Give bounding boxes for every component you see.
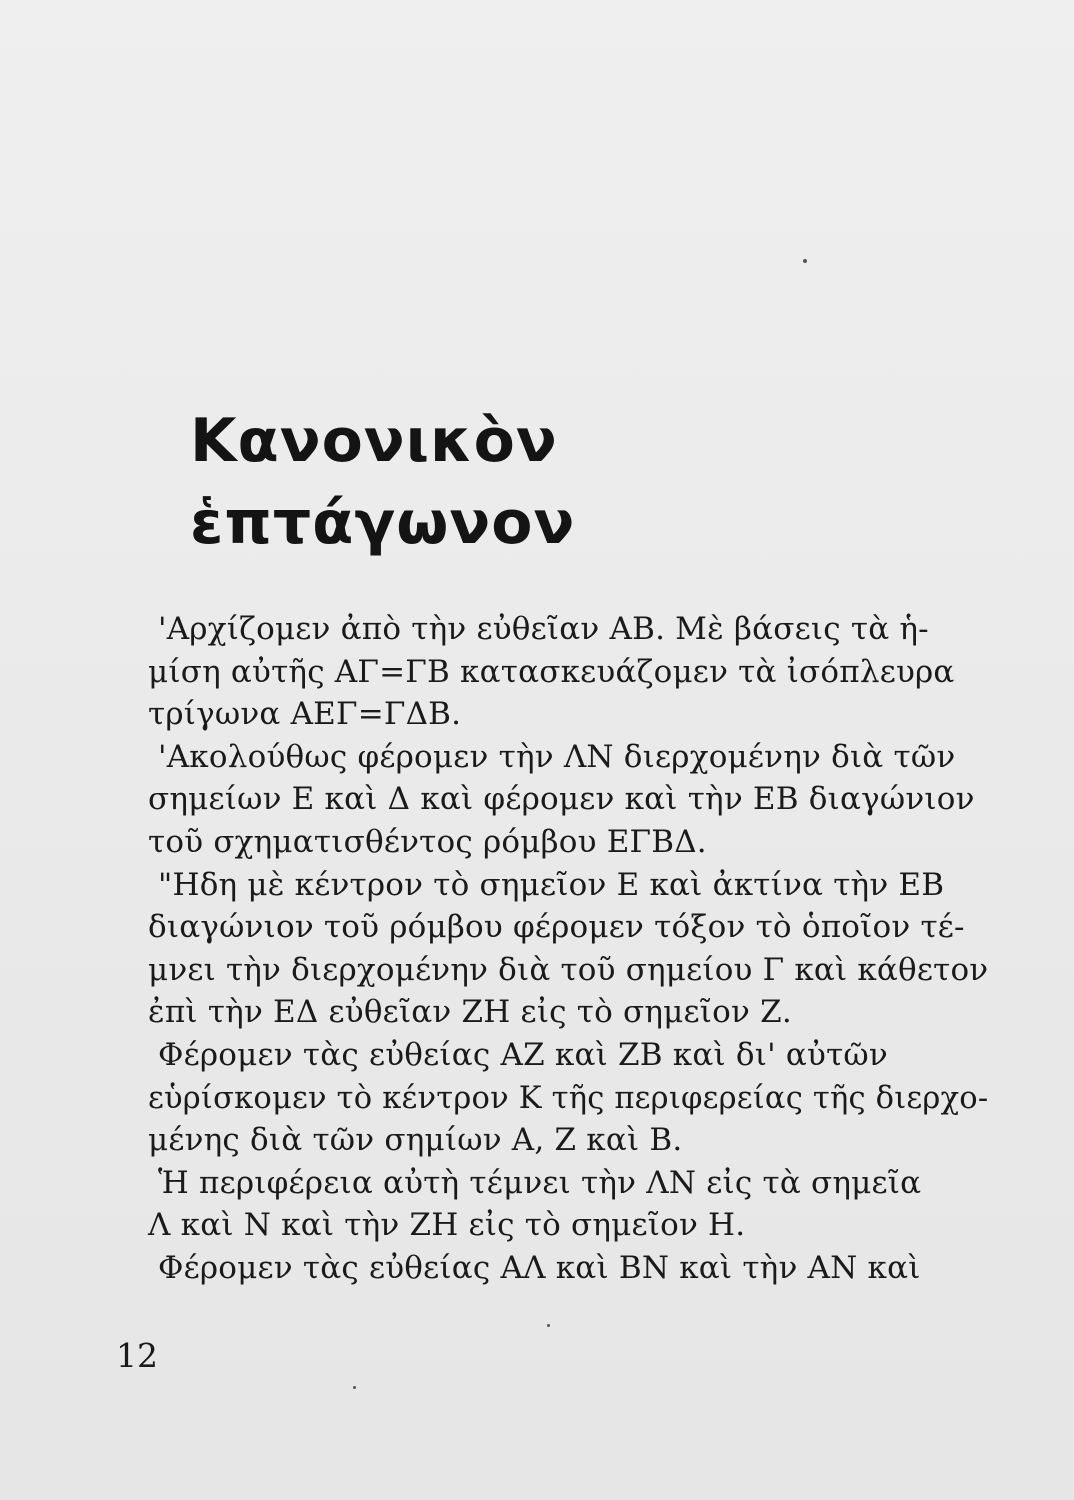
text-line: τοῦ σχηματισθέντος ρόμβου ΕΓΒΔ. — [148, 823, 707, 860]
text-line: μίση αὐτῆς ΑΓ=ΓΒ κατασκευάζομεν τὰ ἰσόπλευρα — [148, 653, 955, 690]
dust-speck — [353, 1386, 356, 1389]
text-line: 'Αρχίζομεν ἀπὸ τὴν εὐθεῖαν ΑΒ. Μὲ βάσεις τὰ ἡ- — [158, 611, 929, 647]
text-line: Φέρομεν τὰς εὐθείας ΑΛ καὶ ΒΝ καὶ τὴν ΑΝ καὶ — [158, 1249, 921, 1286]
text-line: εὑρίσκομεν τὸ κέντρον Κ τῆς περιφερείας τῆς διερχο- — [148, 1079, 989, 1116]
chapter-heading — [190, 400, 610, 564]
text-line: τρίγωνα ΑΕΓ=ΓΔΒ. — [148, 696, 462, 733]
text-line: ἐπὶ τὴν ΕΔ εὐθεῖαν ΖΗ εἰς τὸ σημεῖον Ζ. — [148, 994, 792, 1031]
heading-line-1: Κανονικὸν — [190, 406, 558, 476]
text-line: μένης διὰ τῶν σημίων Α, Ζ καὶ Β. — [148, 1122, 683, 1159]
dust-speck — [803, 259, 807, 263]
text-line: "Ηδη μὲ κέντρον τὸ σημεῖον Ε καὶ ἀκτίνα τὴν ΕΒ — [158, 866, 945, 903]
text-line: διαγώνιον τοῦ ρόμβου φέρομεν τόξον τὸ ὁποῖον τέ- — [148, 909, 965, 946]
dust-speck — [547, 1324, 550, 1327]
text-line: μνει τὴν διερχομένην διὰ τοῦ σημείου Γ καὶ κάθετον — [148, 951, 989, 988]
text-line: Λ καὶ Ν καὶ τὴν ΖΗ εἰς τὸ σημεῖον Η. — [148, 1207, 746, 1244]
page-number: 12 — [116, 1336, 158, 1375]
heading-line-2: ἑπτάγωνον — [190, 488, 576, 558]
text-line: σημείων Ε καὶ Δ καὶ φέρομεν καὶ τὴν ΕΒ διαγώνιον — [148, 781, 975, 818]
body-text — [148, 608, 988, 1290]
text-line: 'Ακολούθως φέρομεν τὴν ΛΝ διερχομένην διὰ τῶν — [158, 738, 956, 775]
text-line: Φέρομεν τὰς εὐθείας ΑΖ καὶ ΖΒ καὶ δι' αὐτῶν — [158, 1036, 888, 1073]
text-line: Ἡ περιφέρεια αὐτὴ τέμνει τὴν ΛΝ εἰς τὰ σημεῖα — [158, 1164, 922, 1201]
